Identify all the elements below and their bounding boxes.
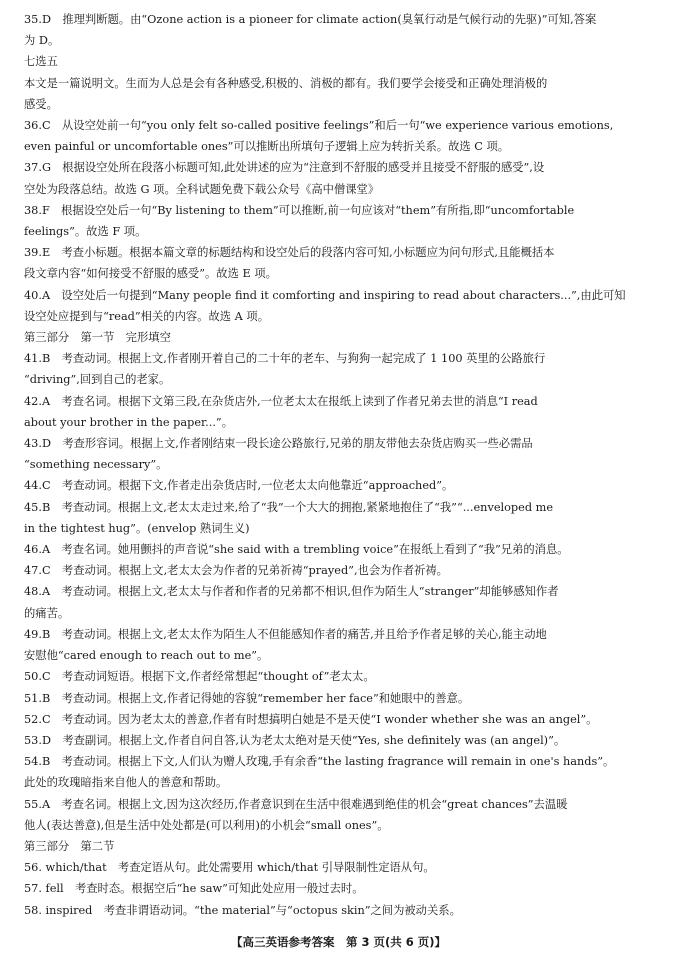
text-line: 58. inspired 考查非谓语动词。“the material”与“octopus skin”之间为被动关系。 bbox=[24, 903, 461, 917]
text-line: 51.B 考查动词。根据上文,作者记得她的容貌“remember her face”和她眼中的善意。 bbox=[24, 691, 470, 705]
text-line: 的痛苦。 bbox=[24, 606, 70, 620]
text-line: 第三部分 第二节 bbox=[24, 839, 115, 853]
text-line: “driving”,回到自己的老家。 bbox=[24, 373, 171, 387]
text-line: 空处为段落总结。故选 G 项。全科试题免费下载公众号《高中僧课堂》 bbox=[24, 182, 380, 196]
text-line: 38.F 根据设空处后一句“By listening to them”可以推断,前一句应该对“them”有所指,即“uncomfortable bbox=[24, 203, 575, 217]
text-line: 40.A 设空处后一句提到“Many people find it comforting and inspiring to read about characters...”,由此可知 bbox=[24, 288, 626, 302]
text-line: 54.B 考查动词。根据上下文,人们认为赠人玫瑰,手有余香“the lasting fragrance will remain in one's hands”。 bbox=[24, 755, 615, 769]
text-line: 七选五 bbox=[24, 55, 58, 69]
text-line: about your brother in the paper...”。 bbox=[24, 415, 234, 429]
text-line: 安慰他“cared enough to reach out to me”。 bbox=[24, 649, 269, 663]
text-line: feelings”。故选 F 项。 bbox=[24, 225, 147, 239]
text-line: 42.A 考查名词。根据下文第三段,在杂货店外,一位老太太在报纸上读到了作者兄弟去世的消息“I read bbox=[24, 394, 538, 408]
text-line: 为 D。 bbox=[24, 34, 60, 48]
text-line: 46.A 考查名词。她用颤抖的声音说“she said with a trembling voice”在报纸上看到了“我”兄弟的消息。 bbox=[24, 543, 569, 557]
text-line: even painful or uncomfortable ones”可以推断出所填句子逻辑上应为转折关系。故选 C 项。 bbox=[24, 140, 510, 154]
text-line: 56. which/that 考查定语从句。此处需要用 which/that 引导限制性定语从句。 bbox=[24, 861, 435, 875]
text-line: 第三部分 第一节 完形填空 bbox=[24, 331, 171, 345]
text-line: 45.B 考查动词。根据上文,老太太走过来,给了“我”一个大大的拥抱,紧紧地抱住了“我”“...enveloped me bbox=[24, 500, 554, 514]
text-line: in the tightest hug”。(envelop 熟词生义) bbox=[24, 521, 250, 535]
text-line: 49.B 考查动词。根据上文,老太太作为陌生人不但能感知作者的痛苦,并且给予作者足够的关心,能主动地 bbox=[24, 627, 547, 641]
text-line: 47.C 考查动词。根据上文,老太太会为作者的兄弟祈祷“prayed”,也会为作者祈祷。 bbox=[24, 564, 448, 578]
text-line: 57. fell 考查时态。根据空后“he saw”可知此处应用一般过去时。 bbox=[24, 882, 364, 896]
text-line: 53.D 考查副词。根据上文,作者自问自答,认为老太太绝对是天使“Yes, she definitely was (an angel)”。 bbox=[24, 733, 566, 747]
text-line: 35.D 推理判断题。由“Ozone action is a pioneer for climate action(臭氧行动是气候行动的先驱)”可知,答案 bbox=[24, 13, 597, 26]
text-line: 设空处应提到与“read”相关的内容。故选 A 项。 bbox=[24, 309, 269, 323]
text-line: 36.C 从设空处前一句“you only felt so-called positive feelings”和后一句“we experience various emotions, bbox=[24, 119, 614, 133]
text-line: 他人(表达善意),但是生活中处处都是(可以利用)的小机会“small ones”。 bbox=[24, 818, 389, 832]
text-line: “something necessary”。 bbox=[24, 458, 168, 472]
text-line: 41.B 考查动词。根据上文,作者刚开着自己的二十年的老车、与狗狗一起完成了 1 100 英里的公路旅行 bbox=[24, 352, 546, 366]
text-line: 44.C 考查动词。根据下文,作者走出杂货店时,一位老太太向他靠近“approached”。 bbox=[24, 479, 454, 493]
answer-key-body bbox=[24, 9, 652, 921]
text-line: 48.A 考查动词。根据上文,老太太与作者和作者的兄弟都不相识,但作为陌生人“stranger”却能够感知作者 bbox=[24, 585, 559, 599]
text-line: 段文章内容“如何接受不舒服的感受”。故选 E 项。 bbox=[24, 267, 277, 281]
page-footer: 【高三英语参考答案 第 3 页(共 6 页)】 bbox=[230, 935, 447, 949]
text-line: 此处的玫瑰暗指来自他人的善意和帮助。 bbox=[24, 776, 228, 790]
text-line: 43.D 考查形容词。根据上文,作者刚结束一段长途公路旅行,兄弟的朋友带他去杂货店购买一些必需品 bbox=[24, 437, 533, 451]
text-line: 52.C 考查动词。因为老太太的善意,作者有时想搞明白她是不是天使“I wonder whether she was an angel”。 bbox=[24, 712, 598, 726]
text-line: 55.A 考查名词。根据上文,因为这次经历,作者意识到在生活中很难遇到绝佳的机会“great chances”去温暖 bbox=[24, 797, 568, 811]
text-line: 感受。 bbox=[24, 97, 58, 111]
text-line: 50.C 考查动词短语。根据下文,作者经常想起“thought of”老太太。 bbox=[24, 670, 375, 684]
text-line: 39.E 考查小标题。根据本篇文章的标题结构和设空处后的段落内容可知,小标题应为问句形式,且能概括本 bbox=[24, 246, 555, 260]
text-line: 37.G 根据设空处所在段落小标题可知,此处讲述的应为“注意到不舒服的感受并且接受不舒服的感受”,设 bbox=[24, 161, 545, 175]
text-line: 本文是一篇说明文。生而为人总是会有各种感受,积极的、消极的都有。我们要学会接受和正确处理消极的 bbox=[24, 76, 548, 90]
